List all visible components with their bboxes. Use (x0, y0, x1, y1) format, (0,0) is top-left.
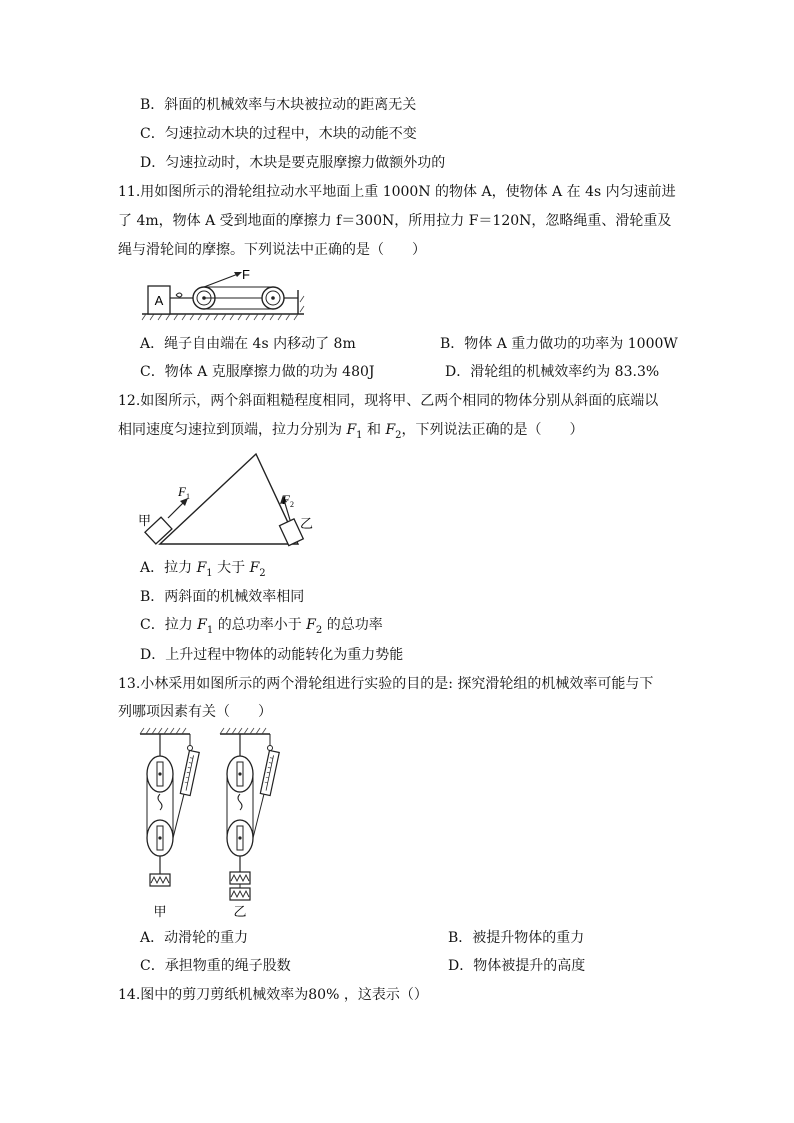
q12-option-c: C．拉力 $F_1$ 的总功率小于 $F_2$ 的总功率 (140, 617, 383, 636)
label-jia: 甲 (153, 905, 167, 920)
q11-pulley-figure (140, 266, 310, 324)
q11-option-b: B．物体 A 重力做功的功率为 1000W (440, 336, 678, 352)
q11-stem-line-1: 11.用如图所示的滑轮组拉动水平地面上重 1000N 的物体 A，使物体 A 在 4s 内匀速前进 (118, 184, 676, 200)
svg-text:F: F (178, 484, 186, 499)
q12-option-b: B．两斜面的机械效率相同 (140, 589, 305, 605)
q12-option-a: A．拉力 $F_1$ 大于 $F_2$ (140, 560, 266, 579)
svg-text:F: F (282, 492, 290, 507)
label-yi: 乙 (233, 905, 247, 920)
q13-option-a: A．动滑轮的重力 (140, 930, 249, 946)
q10-option-c: C．匀速拉动木块的过程中，木块的动能不变 (140, 126, 417, 142)
q11-stem-line-2: 了 4m，物体 A 受到地面的摩擦力 f＝300N，所用拉力 F＝120N，忽略绳重、滑轮重及 (118, 213, 672, 229)
q10-option-d: D．匀速拉动时，木块是要克服摩擦力做额外功的 (140, 155, 446, 171)
q10-option-b: B．斜面的机械效率与木块被拉动的距离无关 (140, 97, 417, 113)
pulley-system-jia (140, 728, 199, 920)
q12-stem-line-2: 相同速度匀速拉到顶端，拉力分别为 $F_1$ 和 $F_2$，下列说法正确的是（ ） (118, 422, 584, 441)
force-f-label: F (242, 267, 250, 282)
q11-option-a: A．绳子自由端在 4s 内移动了 8m (140, 336, 356, 352)
label-yi: 乙 (300, 517, 314, 532)
q13-pulley-figure (138, 726, 288, 922)
q13-stem-line-1: 13.小林采用如图所示的两个滑轮组进行实验的目的是: 探究滑轮组的机械效率可能与下 (118, 676, 654, 692)
block-a-label: A (154, 293, 164, 308)
incline-triangle (160, 454, 298, 544)
q12-incline-figure (138, 448, 318, 552)
svg-text:2: 2 (290, 500, 294, 509)
q11-stem-line-3: 绳与滑轮间的摩擦。下列说法中正确的是（ ） (118, 242, 426, 258)
q11-option-d: D．滑轮组的机械效率约为 83.3% (445, 364, 660, 380)
q13-option-d: D．物体被提升的高度 (448, 958, 586, 974)
pulley-system-yi (220, 728, 279, 920)
q12-option-d: D．上升过程中物体的动能转化为重力势能 (140, 647, 404, 663)
q13-stem-line-2: 列哪项因素有关（ ） (118, 704, 272, 720)
q11-option-c: C．物体 A 克服摩擦力做的功为 480J (140, 364, 375, 380)
q12-stem-line-1: 12.如图所示，两个斜面粗糙程度相同，现将甲、乙两个相同的物体分别从斜面的底端以 (118, 393, 659, 409)
svg-text:1: 1 (186, 492, 190, 501)
label-jia: 甲 (138, 514, 152, 529)
q13-option-b: B．被提升物体的重力 (448, 930, 585, 946)
q13-option-c: C．承担物重的绳子股数 (140, 958, 291, 974)
q14-stem-line-1: 14.图中的剪刀剪纸机械效率为80% ，这表示（） (118, 987, 428, 1003)
